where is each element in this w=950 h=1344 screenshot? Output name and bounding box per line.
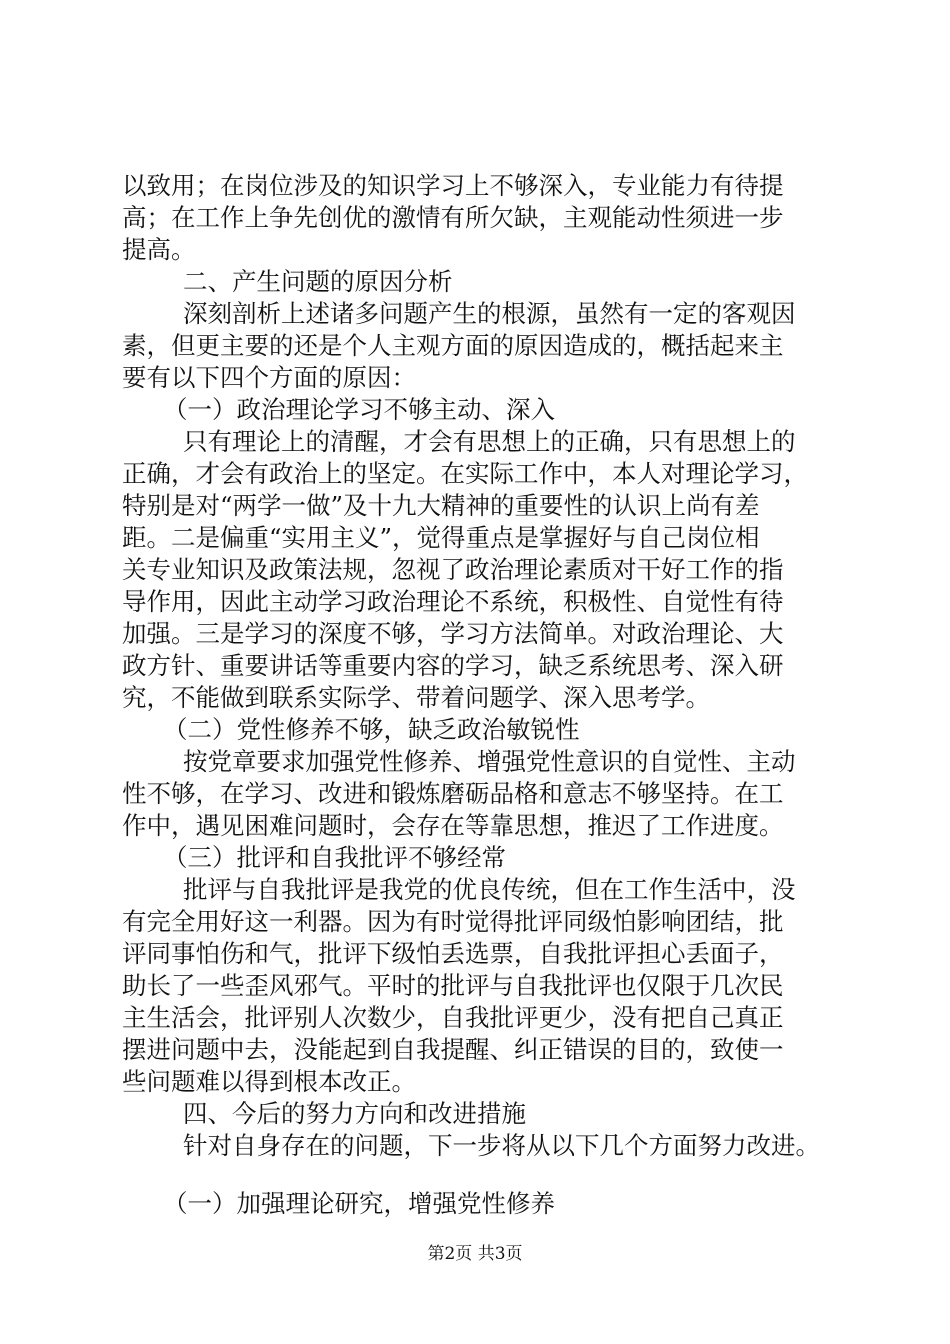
body-text-line: 按党章要求加强党性修养、增强党性意识的自觉性、主动 (183, 747, 796, 776)
subsection-heading: （二）党性修养不够，缺乏政治敏锐性 (163, 715, 580, 744)
body-text-line: 助长了一些歪风邪气。平时的批评与自我批评也仅限于几次民 (122, 971, 784, 1000)
subsection-heading: （一）政治理论学习不够主动、深入 (163, 395, 555, 424)
body-text-line: 素，但更主要的还是个人主观方面的原因造成的，概括起来主 (122, 331, 784, 360)
body-text-line: 提高。 (122, 235, 196, 264)
body-text-line: 只有理论上的清醒，才会有思想上的正确，只有思想上的 (183, 427, 796, 456)
subsection-heading: （三）批评和自我批评不够经常 (163, 843, 506, 872)
body-text-line: 些问题难以得到根本改正。 (122, 1067, 416, 1096)
section-heading: 四、今后的努力方向和改进措施 (183, 1099, 526, 1128)
body-text-line: 作中，遇见困难问题时，会存在等靠思想，推迟了工作进度。 (122, 811, 784, 840)
page-number-footer: 第2页 共3页 (427, 1244, 523, 1264)
body-text-line: 以致用；在岗位涉及的知识学习上不够深入，专业能力有待提 (122, 171, 784, 200)
body-text-line: 性不够，在学习、改进和锻炼磨砺品格和意志不够坚持。在工 (122, 779, 784, 808)
body-text-line: 距。二是偏重“实用主义”，觉得重点是掌握好与自己岗位相 (122, 523, 760, 552)
body-text-line: 正确，才会有政治上的坚定。在实际工作中，本人对理论学习， (122, 459, 808, 488)
body-text-line: 摆进问题中去，没能起到自我提醒、纠正错误的目的，致使一 (122, 1035, 784, 1064)
body-text-line: 针对自身存在的问题，下一步将从以下几个方面努力改进。 (183, 1131, 820, 1160)
body-text-line: 高；在工作上争先创优的激情有所欠缺，主观能动性须进一步 (122, 203, 784, 232)
body-text-line: 深刻剖析上述诸多问题产生的根源，虽然有一定的客观因 (183, 299, 796, 328)
body-text-line: 评同事怕伤和气，批评下级怕丢选票，自我批评担心丢面子， (122, 939, 784, 968)
body-text-line: 政方针、重要讲话等重要内容的学习，缺乏系统思考、深入研 (122, 651, 784, 680)
body-text-line: 主生活会，批评别人次数少，自我批评更少，没有把自己真正 (122, 1003, 784, 1032)
body-text-line: 关专业知识及政策法规，忽视了政治理论素质对干好工作的指 (122, 555, 784, 584)
body-text-line: 特别是对“两学一做”及十九大精神的重要性的认识上尚有差 (122, 491, 760, 520)
body-text-line: 加强。三是学习的深度不够，学习方法简单。对政治理论、大 (122, 619, 784, 648)
section-heading: 二、产生问题的原因分析 (183, 267, 453, 296)
subsection-heading: （一）加强理论研究，增强党性修养 (163, 1189, 555, 1218)
body-text-line: 究，不能做到联系实际学、带着问题学、深入思考学。 (122, 683, 710, 712)
body-text-line: 批评与自我批评是我党的优良传统，但在工作生活中，没 (183, 875, 796, 904)
body-text-line: 导作用，因此主动学习政治理论不系统，积极性、自觉性有待 (122, 587, 784, 616)
body-text-line: 要有以下四个方面的原因： (122, 363, 416, 392)
body-text-line: 有完全用好这一利器。因为有时觉得批评同级怕影响团结，批 (122, 907, 784, 936)
